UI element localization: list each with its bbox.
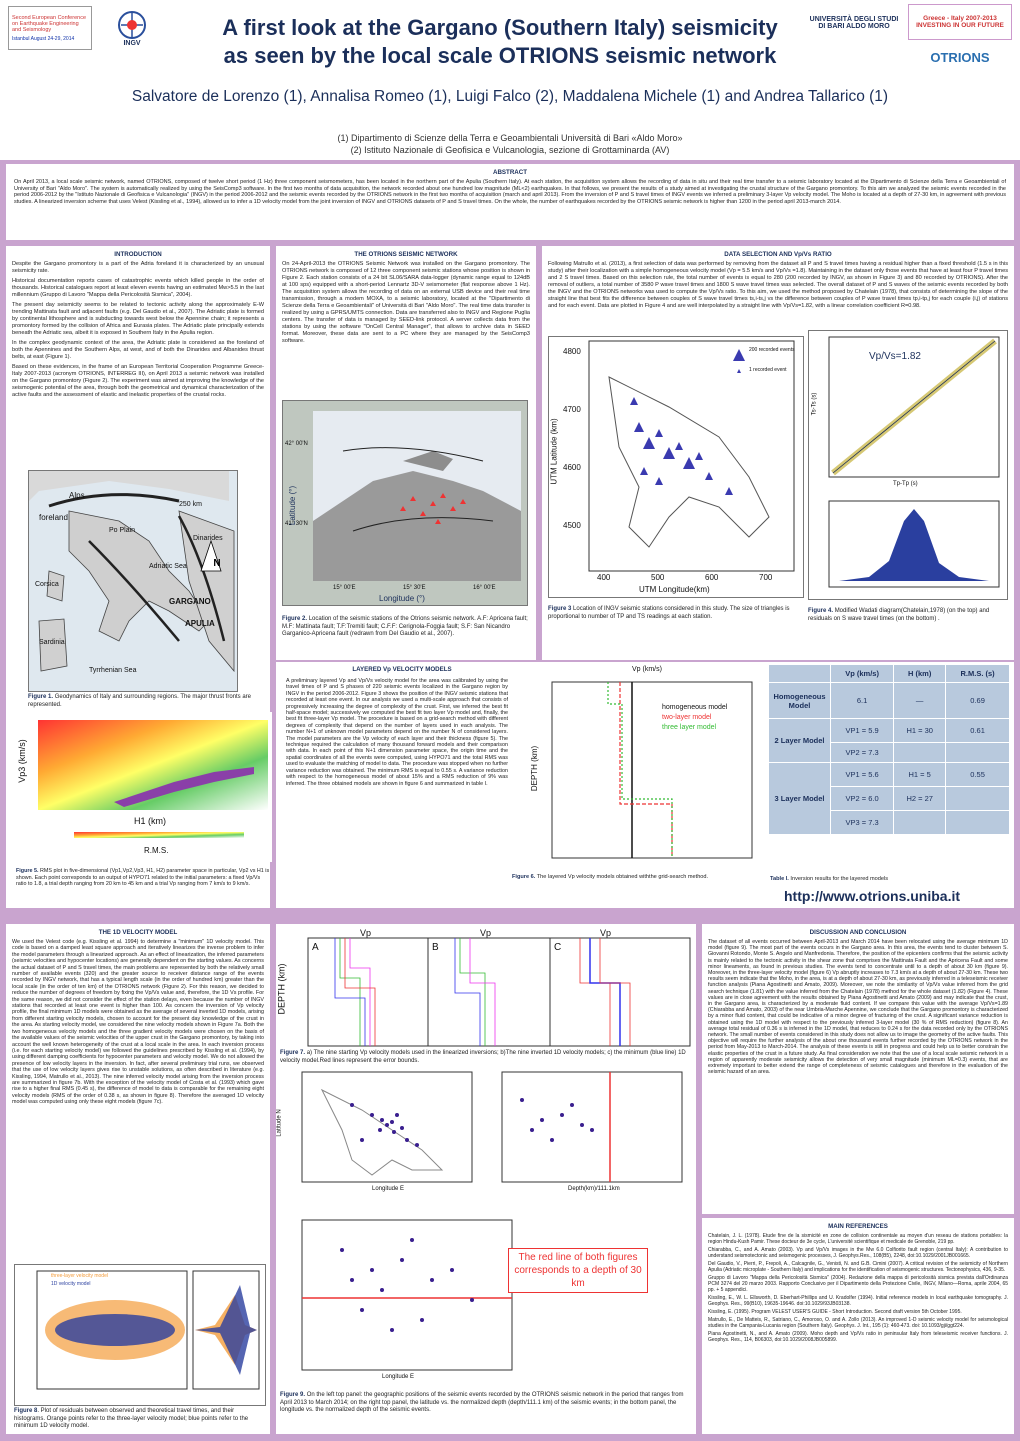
table-cell: —: [894, 683, 946, 719]
figure-3-ingv-stations: [548, 336, 804, 598]
fig3-xtick: 400: [597, 573, 611, 582]
map-label-foreland: foreland: [39, 513, 68, 522]
fig9-note: The red line of both figures corresponds to a depth of 30 km: [508, 1248, 648, 1293]
fig3-legend: 1 recorded event: [749, 367, 787, 373]
fig3-ytick: 4700: [563, 405, 581, 414]
figure-9-epicenters: [276, 1070, 690, 1388]
table-cell: VP2 = 7.3: [831, 743, 894, 763]
fig5-xlabel: H1 (km): [134, 816, 166, 826]
reference-item: Gruppo di Lavoro "Mappa della Pericolosità Sismica" (2004). Redazione della mappa di pericolosità sismica prevista dall'Ordinanza PCM 3274 del 20 marzo 2003. Rapporto Conclusivo per il Dipartimento della Protezione Civile, INGV, Milano—Roma, aprile 2004, 65 pp. + 5 appendici.: [708, 1275, 1008, 1293]
fig9-xlabel-depth: Depth(km)/111.1km: [568, 1186, 620, 1192]
introduction-title: INTRODUCTION: [114, 251, 162, 258]
fig5-ylabel: Vp3 (km/s): [16, 739, 27, 783]
table-caption: Table I. Inversion results for the layered models: [770, 876, 889, 882]
fig3-xtick: 500: [651, 573, 665, 582]
intro-paragraph: Historical documentation reports cases of catastrophic events which killed people in the order of thousands. Historical catalogues report at least eleven events having an estimated Mw>5.5 in the last millennium (Gruppo di Lavoro "Mappa della Pericolosità Sismica", 2004).: [12, 278, 264, 298]
data-selection-text: Following Matrullo et al. (2013), a first selection of data was performed by removing from the dataset all P and S travel times having a residual higher than a fixed threshold (1.5 s in this study) after their localization with a simple homogeneous velocity model (Vp = 5.5 km/s and Vp/Vs =1.8). Maintaining in the dataset only those events that have at least four P travel times and 2 S travel times. Based on this selection rule, the total number of events is equal to 280 (200 recorded by INGV, as shown in Figure 3) and 80 recorded by OTRIONS). After the removal of outliers, a total number of 3580 P wave travel times and 1800 S wave travel times was selected. The overall dataset of P and S waves of the seismic events recorded by both the INGV and the OTRIONS networks was used to compute the Vp/Vs ratio. To this aim, we used the method proposed by Chatelain (1978), that consists of determining the slope of the straight line that best fits the difference between couples of S wave travel times ts,i-ts,j vs the difference between couples of P wave travel times tp,i-tp,j for each couple (i,j) of stations and for each event. Data are plotted in Figure 4 and are well interpolated by a straight line with Vp/Vs=1.82, with a linear correlation coefficient R=0.98.: [548, 261, 1008, 309]
table-cell: H2 = 27: [894, 787, 946, 811]
figure-3-caption: Figure 3 Location of INGV seismic stations considered in this study. The size of triangles is proportional to number of TP and TS readings at each station.: [548, 606, 790, 620]
discussion-section: [702, 924, 1014, 1214]
map-label-tyrrhenian: Tyrrhenian Sea: [89, 667, 137, 674]
table-cell: 0.61: [946, 719, 1010, 743]
fig3-xtick: 700: [759, 573, 773, 582]
table-row-name: 2 Layer Model: [769, 719, 831, 763]
gargano-relief-map: [283, 401, 527, 605]
fig2-xtick: 15° 00'E: [333, 585, 356, 591]
map-label-apulia: APULIA: [185, 619, 215, 628]
fig7-ylabel: DEPTH (km): [276, 963, 287, 1015]
fig2-ylabel: Latitude (°): [288, 485, 298, 526]
table-row: [769, 719, 1010, 743]
fig7-panel-label: C: [554, 942, 562, 953]
table-row-name: 3 Layer Model: [769, 763, 831, 835]
map-scale: 250 km: [179, 501, 202, 508]
conference-logo: Second European Conference on Earthquake Engineering and Seismology Istanbul August 24-29, 2014: [8, 6, 92, 50]
table-cell: VP3 = 7.3: [831, 811, 894, 835]
table-cell: 0.69: [946, 683, 1010, 719]
fig3-ytick: 4500: [563, 521, 581, 530]
map-label-gargano: GARGANO: [169, 597, 211, 606]
figure-2-station-map: [282, 400, 528, 606]
otrions-text: On 24-April-2013 the OTRIONS Seismic Network was installed on the Gargano promontory. The OTRIONS network is composed of 12 three component seismic stations whose position is shown in Figure 2. Each station consists of a 24 bit SL06/SARA data-logger (dynamic range equal to 124dB at 100 sps) equipped with a short-period Lennartz 3D-V seismometer (flat response above 1 Hz). The acquisition system allows the recording of data on an external USB device and their real time transmission, through a modem MOXA, to a seismic laboratory, located at the "Dipartimento di Scienze della Terra e Geoambientali" of Università di Bari "Aldo Moro". The real time data transfer is realized by using a GPRS/UMTS connection. Data are transferred also to INGV and Regione Puglia centers. The transfer of data is managed by SEED-link protocol. A server collects data from the stations by using the software "OnCell Central Manager", that allows to archive data in SEED format. Moreover, these data are sent to a PC where they are managed by the SeisComp3 software.: [282, 261, 530, 344]
fig3-xlabel: UTM Longitude(km): [639, 585, 710, 594]
table-cell: VP2 = 6.0: [831, 787, 894, 811]
references-title: MAIN REFERENCES: [828, 1223, 888, 1230]
fig8-legend: 1D velocity model: [51, 1281, 91, 1287]
table-cell: VP1 = 5.6: [831, 763, 894, 787]
figure-8-caption: Figure 8. Plot of residuals between observed and theoretical travel times, and their histograms. Orange points refer to the three-layer velocity model; blue points refer to the minimum 1D velocity model.: [14, 1408, 249, 1429]
table-cell: H1 = 30: [894, 719, 946, 743]
affiliations: (1) Dipartimento di Scienze della Terra e Geoambientali Università di Bari «Aldo Moro» (2) Istituto Nazionale di Geofisica e Vulcanologia, sezione di Grottaminarda (AV): [337, 133, 683, 155]
authors: Salvatore de Lorenzo (1), Annalisa Romeo (1), Luigi Falco (2), Maddalena Michele (1) and Andrea Tallarico (1): [131, 88, 889, 105]
otrions-title: THE OTRIONS SEISMIC NETWORK: [354, 251, 458, 258]
fig2-xtick: 16° 00'E: [473, 585, 496, 591]
table-cell: 6.1: [831, 683, 894, 719]
abstract-text: On April 2013, a local scale seismic network, named OTRIONS, composed of twelve short period (1 Hz) three component seismometers, has been located in the northern part of the Apulia (Southern Italy). At each station, the acquisition system allows the recording of data in situ and their real time transfer to a seismic laboratory located at the Dipartimento di Scienze della Terra e Geoambientali of University of Bari "Aldo Moro". The system is automatically realized by using the SeisComp3 software. In the first two months of data acquisition, the network recorded about one hundred low magnitude (ML<2) earthquakes. In that follows, we present the results of a study aimed at investigating the crustal structure of the Gargano promontory. To this aim we analyzed the seismic events recorded in the period 2006-2012 by the "Istituto Nazionale di Geofisica e Vulcanologia" (INGV) in the period 2006-2012 and the seismic events recorded by the OTRIONS network in the first two months of acquisition (march and april 2013). From the inversion of P and S travel times of INGV events we inferred a preliminary 3-layer Vp velocity model. The Moho is located at a depth of 27-30 km, in agreement with previous studies. A linearized inversion scheme that uses Velest (Kissling et al., 1994), allowed us to infer a 1D velocity model from the joint inversion of INGV and OTRIONS datasets of P and S travel times. On the whole, the number of earthquakes recorded by the OTRIONS seismic network is higher than 1200 in the period april 2013-march 2014.: [14, 179, 1006, 205]
layered-models-text: A preliminary layered Vp and Vp/Vs velocity model for the area was calibrated by using the travel times of P and S phases of 220 seismic events localized in the Gargano region by INGV in the period 2006-2012. Figure 3 shows the position of the INGV seismic stations that recorded at least one event. In our analysis we used a multi-scale approach that consists of progressively increasing the degree of complexity of the crust. First, we inferred the best fit half-space model; successively we computed the best fit two layer Vp model and, finally, the best fit three-layer Vp model. The procedure is based on a grid-search method with different degrees of complexity that depend on the number of layers used in each analysis. The number N+1 of unknown model parameters depend on the number N of considered layers. The model parameters are the Vp velocity of each layer and their thickness (figure 5). The technique required the calculation of many thousand forward models and their comparison with data. In each point of this N+1 dimension parameter space, the origin time and the spatial coordinates of all the events were computed, using HYPO71 and the total RMS was used to evaluate the matching of model to data. The procedure was stopped when no further variance reduction was obtained. The minimum RMS is equal to 0.55 s. A variance reduction with respect to the homogeneous model of about 15% and a RMS reduction of 9% was inferred. The three obtained models are shown in figure 6 and summarized in table I.: [286, 678, 508, 787]
references-section: [702, 1218, 1014, 1434]
figure-1-caption: Figure 1. Geodynamics of Italy and surrounding regions. The major thrust fronts are represented.: [28, 694, 252, 708]
poster-title: A first look at the Gargano (Southern Italy) seismicity as seen by the local scale OTRIONS seismic network: [222, 15, 778, 68]
intro-paragraph: The present day seismicity seems to be related to tectonic activity along the approximately E-W trending Mattinata fault and adjacent faults (e.g. Del Gaudio et al., 2007). The Adriatic plate is formed by continental lithosphere and is subducting towards west below the Apennine chain; it represents a promontory formed by the collision of Africa and Eurasia plates. The Adriatic plate principally extends beneath the Adriatic sea, albeit it is exposed in Southern Italy in the Apulia region.: [12, 302, 264, 336]
map-label-corsica: Corsica: [35, 581, 59, 588]
map-label-dinarides: Dinarides: [193, 535, 223, 542]
fig9-ylabel: Latitude N: [276, 1109, 283, 1137]
fig2-xlabel: Longitude (°): [379, 594, 425, 603]
layered-models-table: [768, 664, 1010, 835]
data-selection-title: DATA SELECTION AND Vp/Vs RATIO: [724, 251, 832, 258]
fig3-ytick: 4800: [563, 347, 581, 356]
otrions-logo: OTRIONS: [912, 46, 1008, 68]
ingv-station-map: [549, 337, 803, 597]
figure-9-caption: Figure 9. On the left top panel: the geographic positions of the seismic events recorded by the OTRIONS seismic network in the period that ranges from April 2013 to March 2014; on the right top panel, the latitude vs. the normalized depth (depth/111.1 km) of the seismic events; in the bottom panel, the longitude vs. the normalized depth of the seismic events.: [280, 1392, 684, 1413]
fig5-colorbar-label: R.M.S.: [144, 846, 169, 855]
greece-italy-logo: Greece - Italy 2007-2013 INVESTING IN OUR FUTURE: [908, 4, 1012, 40]
fig2-ytick: 41° 30'N: [285, 521, 308, 527]
figure-5-caption: Figure 5. RMS plot in five-dimensional (Vp1,Vp2,Vp3, H1, H2) parameter space in particular, Vp2 vs H1 is shown. Each point corresponds to an output of HYPO71 related to the initial parameters: a fixed Vp/Vs ratio to 1.8, a trial depth ranging from 20 km to 45 km and a trial Vp ranging from 7 km/s to 9 km/s.: [16, 868, 270, 888]
figure-5-rms-plot: [14, 712, 272, 862]
uniba-logo: UNIVERSITÀ DEGLI STUDI DI BARI ALDO MORO: [806, 6, 902, 40]
figure-6-velocity-models: [512, 664, 764, 864]
abstract-title: ABSTRACT: [492, 169, 528, 176]
1d-model-text: We used the Velest code (e.g. Kissling et al. 1994) to determine a "minimum" 1D velocity model. This code is based on a damped least square approach and iteratively linearizes the inverse problem to infer the model parameters through a linearized approach. As an effect of linearization, the inferred parameters (seismic velocities and hypocenter locations) are generally dependent on the starting values. As concerns the actual dataset of P and S travel times, the main problems are represented by both the relatively small number of available events (320) and the greater source to receiver distance range of the events recorded by INGV network, that has a typical length scale (in the order of hundred km) greater than the local scale (in the order of ten km) of the OTRIONS network (Figure 2). For this reason, we decided to reduce the number of degrees of freedom by fixing the Vp/Vs value and, therefore, the 1D Vs profile. For the same reason, we did not consider the effect of the station delays, even because the number of INGV stations that recorded at least one event is higher than 100. As concern the inversion of Vp velocity profile, the final minimum 1D models were obtained as the average of several inverted 1D models, arising from different starting velocity models, chosen to account for the present day knowledge of the crust in the area. As starting velocity model, we considered the nine velocity models shown in Figure 7a. Both the two homogeneous velocity models and the three gradient velocity models were chosen on the basis of the available values of the seismic velocities of the upper crust in the Gargano promontory, by taking into account the well known heterogeneity of the crust at a local scale in the area. In each inversion process (i.e. for each starting velocity model) we followed the guidelines prescribed by Kissling et al. (1994), by using different damping coefficients for hypocenter parameters and velocity model. We do not allowed the presence of low velocity layers in the inversion. In fact, after several preliminary trial runs, we observed that the use of low velocity layers gives rise to unstable solutions, as often described in literature (e.g. Kissling, 1994, Matrullo et al., 2013). The nine inferred velocity model arising from the inversion process are summarized in figure 7b. With the exception of the velocity model of Costa et al. (1993) which gave rise to a higher final RMS (0.45 s), the difference of model to data is comparable for the remaining eight velocity models (RMS of the order of 0.38 s, as shown in figure 8). Therefore the averaged 1D velocity model was computed using only these eight models (figure 7c).: [12, 939, 264, 1106]
reference-item: Matrullo, E., De Matteis, R., Satriano, C., Amoroso, O. and A. Zollo (2013). An improved 1-D seismic velocity model for seismological studies in the Campania-Lucania region (Southern Italy). Geophys. J. Int., 195 (1): 460-473. doi: 10.1093/gji/ggt224.: [708, 1317, 1008, 1329]
fig2-ytick: 42° 00'N: [285, 441, 308, 447]
map-label-sardinia: Sardinia: [39, 639, 65, 646]
intro-paragraph: In the complex geodynamic context of the area, the Adriatic plate is considered as the foreland of both the Apennines and the Southern Alps, at west, and of both the Dinarides and Albanides thrust belts, at east (Figure 1).: [12, 340, 264, 360]
italy-map-graphic: [29, 471, 237, 691]
fig6-legend: homogeneous model: [662, 704, 728, 711]
fig4-ylabel: Ts-Ts (s): [811, 392, 818, 416]
table-header: R.M.S. (s): [946, 665, 1010, 683]
fig6-legend: three layer model: [662, 724, 717, 731]
reference-item: Chatelain, J. L. (1978). Etude fine de la sismicité en zone de collision continentale au moyen d'un reseau de stations portables: la region Hindu-Kush Pamir. These docteur de 3e cycle, L'université scientifique et medicale de Grenoble, 219 pp.: [708, 1233, 1008, 1245]
reference-item: Piana Agostinetti, N., and A. Amato (2009). Moho depth and Vp/Vs ratio in peninsular Italy from teleseismic receiver functions. J. Geophys. Res., 114, B06303, doi:10.1029/2008JB005899.: [708, 1331, 1008, 1343]
rms-heatmap: [14, 712, 272, 862]
layered-models-title: LAYERED Vp VELOCITY MODELS: [352, 666, 452, 673]
table-header: Vp (km/s): [831, 665, 894, 683]
fig7-panel-label: A: [312, 942, 319, 953]
fig6-legend: two-layer model: [662, 714, 712, 721]
discussion-text: The dataset of all events occurred between April-2013 and March 2014 have been relocated using the average minimum 1D model (figure 9). The most part of the events occurs in the Gargano area. In this area, the events tend to cluster between S. Giovanni Rotondo, Monte S. Angelo and Manfredonia. Therefore, the position of the epicenters confirms that the seismic activity is mainly related to the tectonic activity in the shear zone that comprises the Mattinata Fault and the Apricena Fault and some minor lineaments, as found in previous studies. The events tend to concentrate until to a depth of about 30 km (figure 9). Moreover, in the three-layer velocity model (figure 6) Vp abruptly increases to 7.3 km/s at a depth of about 27-30 km. These two results seem indicate that the Moho, in the area, is at a depth of about 27-30 km, as previously inferred in a teleseismic receiver function analysis (Piana Agostinetti and Amato, 2009). Moreover, we note the similarity of Vp/Vs value inferred from the grid search technique (1.81) with the value inferred from the Chatelain (1978) method for the whole dataset (1.82) (Figure 4). These values are in close agreement with the results obtained by Piana Agostinetti and Amato (2009) and may indicate that the crust, in the Gargano area, is characterized by a moderate fluid content. If we compare this value with the average Vp/Vs=1.89 (Chiarabba and Amato, 2003) of the near Umbria-Marche Apennine, we conclude that the Gargano promontory is characterized by a minor fluid content, that could be indicative of a minor degree of fracturing of the crust. A significant variance reduction is obtained using the 1D model with respect to the previously inferred 3-layer model (30 % of RMS reduction) (figure 8). An average total residual of 0.36 s is inferred in the 1D model, that reduces to 0.24 s for the data recorded only by the OTRIONS network. The small number of events considered in this study does not allow us to image the geometry of the active faults. This objective will require the further analysis of the about one thousand events further recorded by the OTRIONS network in the period from May-2013 to March-2014. The analysis of these events is still in progress and could help us to better constrain the elastic properties of the crust in a future study. As final consideration we note that the use of a local scale seismic network in a region of apparently moderate seismicity allows the detection of very small magnitude (minimum ML=0.3) events, that are extremely important to better extend the range of completeness of seismic catalogues and therefore in the evaluation of the seismic hazard of an area.: [708, 939, 1008, 1076]
fig4-vpvs-label: Vp/Vs=1.82: [869, 351, 921, 362]
fig3-legend: 200 recorded events: [749, 347, 795, 353]
fig3-xtick: 600: [705, 573, 719, 582]
map-label-po-plain: Po Plain: [109, 527, 136, 534]
reference-item: Chiarabba, C., and A. Amato (2003). Vp and Vp/Vs images in the Mw 6.0 Colfiorito fault region (central Italy): A contribution to understand seismotectonic and seismogenic processes, J. Geophys.Res., 108(B5), 2248, doi:10.1029/2001JB001665.: [708, 1247, 1008, 1259]
intro-paragraph: Based on these evidences, in the frame of an European Territorial Cooperation Programme Greece-Italy 2007-2013 (acronym OTRIONS, INTERREG III), on April 2013 a seismic network was installed on the Gargano promontory (Figure 2). The experiment was aimed at improving the knowledge of the seismogenic potential of the area, through both the geometrical and dynamical characterization of the active faults and the assessment of elastic and inelastic properties of the crustal rocks.: [12, 364, 264, 398]
reference-item: Del Gaudio, V., Pierri, P., Frepoli, A., Calcagnile, G., Venisti, N. and G.B. Cimini (2007). A critical revision of the seismicity of Northern Apulia (Adriatic microplate - Southern Italy) and implications for the identification of seismogenic structures. Tectonophysics, 436, 9-35.: [708, 1261, 1008, 1273]
fig2-xtick: 15° 30'E: [403, 585, 426, 591]
table-cell: 0.55: [946, 763, 1010, 787]
fig9-xlabel-bottom: Longitude E: [382, 1374, 415, 1380]
fig6-xlabel: Vp (km/s): [632, 666, 662, 673]
ingv-logo: INGV: [108, 6, 156, 50]
table-cell: VP1 = 5.9: [831, 719, 894, 743]
figure-8-residuals: [14, 1264, 266, 1406]
map-label-alps: Alps: [69, 491, 85, 500]
figure-7-caption: Figure 7. a) The nine starting Vp velocity models used in the linearized inversions; b)The nine inverted 1D velocity models; c) the minimum (blue line) 1D velocity model.Red lines represent the error bounds.: [280, 1050, 686, 1064]
figure-2-caption: Figure 2. Location of the seismic stations of the Otrions seismic network. A.F: Apricena fault; M.F: Mattinata fault; T.F:Tremiti fault; C.F.F: Cerignola-Foggia fault; S.F: San Nicandro Garganico-Apricena fault (redrawn from Del Gaudio et al., 2007).: [282, 616, 528, 637]
map-label-adriatic-sea: Adriatic Sea: [149, 563, 187, 570]
reference-item: Kissling, E. (1995). Program VELEST USER'S GUIDE - Short Introduction. Second draft version 5th October 1995.: [708, 1309, 962, 1315]
abstract-section: [6, 164, 1014, 240]
discussion-title: DISCUSSION AND CONCLUSION: [809, 929, 907, 936]
figure-4-caption: Figure 4. Modified Wadati diagram(Chatelain,1978) (on the top) and residuals on S wave travel times (on the bottom) .: [808, 608, 990, 622]
fig3-ytick: 4600: [563, 463, 581, 472]
fig7-xlabel: Vp: [480, 928, 492, 938]
intro-paragraph: Despite the Gargano promontory is a part of the Adria foreland it is characterized by an unusual seismicity rate.: [12, 261, 264, 274]
fig4-xlabel: Tp-Tp (s): [893, 481, 918, 487]
figure-7-velocity-inversion: [276, 928, 692, 1048]
svg-text:N: N: [213, 558, 221, 569]
wadati-plot: [809, 331, 1007, 599]
table-row: [769, 683, 1010, 719]
1d-model-title: THE 1D VELOCITY MODEL: [98, 929, 178, 936]
figure-1-geodynamic-map: [28, 470, 238, 692]
seismicity-plots: [282, 1070, 690, 1388]
fig8-legend: three-layer velocity model: [51, 1273, 108, 1279]
project-url-link[interactable]: http://www.otrions.uniba.it: [784, 888, 961, 904]
fig7-panel-label: B: [432, 942, 439, 953]
table-cell: H1 = 5: [894, 763, 946, 787]
reference-item: Kissling, E., W. L. Ellsworth, D. Eberhart-Phillips and U. Kradolfer (1994). Initial reference models in local earthquake tomography. J. Geophys. Res., 99(B10), 19635-19646. doi:10.1029/93JB03138.: [708, 1295, 1008, 1307]
fig6-ylabel: DEPTH (km): [530, 745, 540, 792]
table-row-name: Homogeneous Model: [769, 683, 831, 719]
fig9-xlabel: Longitude E: [372, 1186, 405, 1192]
fig7-xlabel: Vp: [600, 928, 612, 938]
fig7-xlabel: Vp: [360, 928, 372, 938]
figure-6-caption: Figure 6. The layered Vp velocity models obtained withthe grid-search method.: [512, 874, 709, 880]
inversion-panels: [280, 928, 692, 1048]
table-row: [769, 763, 1010, 787]
poster-header: [0, 0, 1020, 160]
figure-4-wadati-diagram: [808, 330, 1008, 600]
fig3-ylabel: UTM Latitude (km): [549, 418, 559, 485]
table-header: H (km): [894, 665, 946, 683]
velocity-profile-plot: [512, 664, 764, 864]
